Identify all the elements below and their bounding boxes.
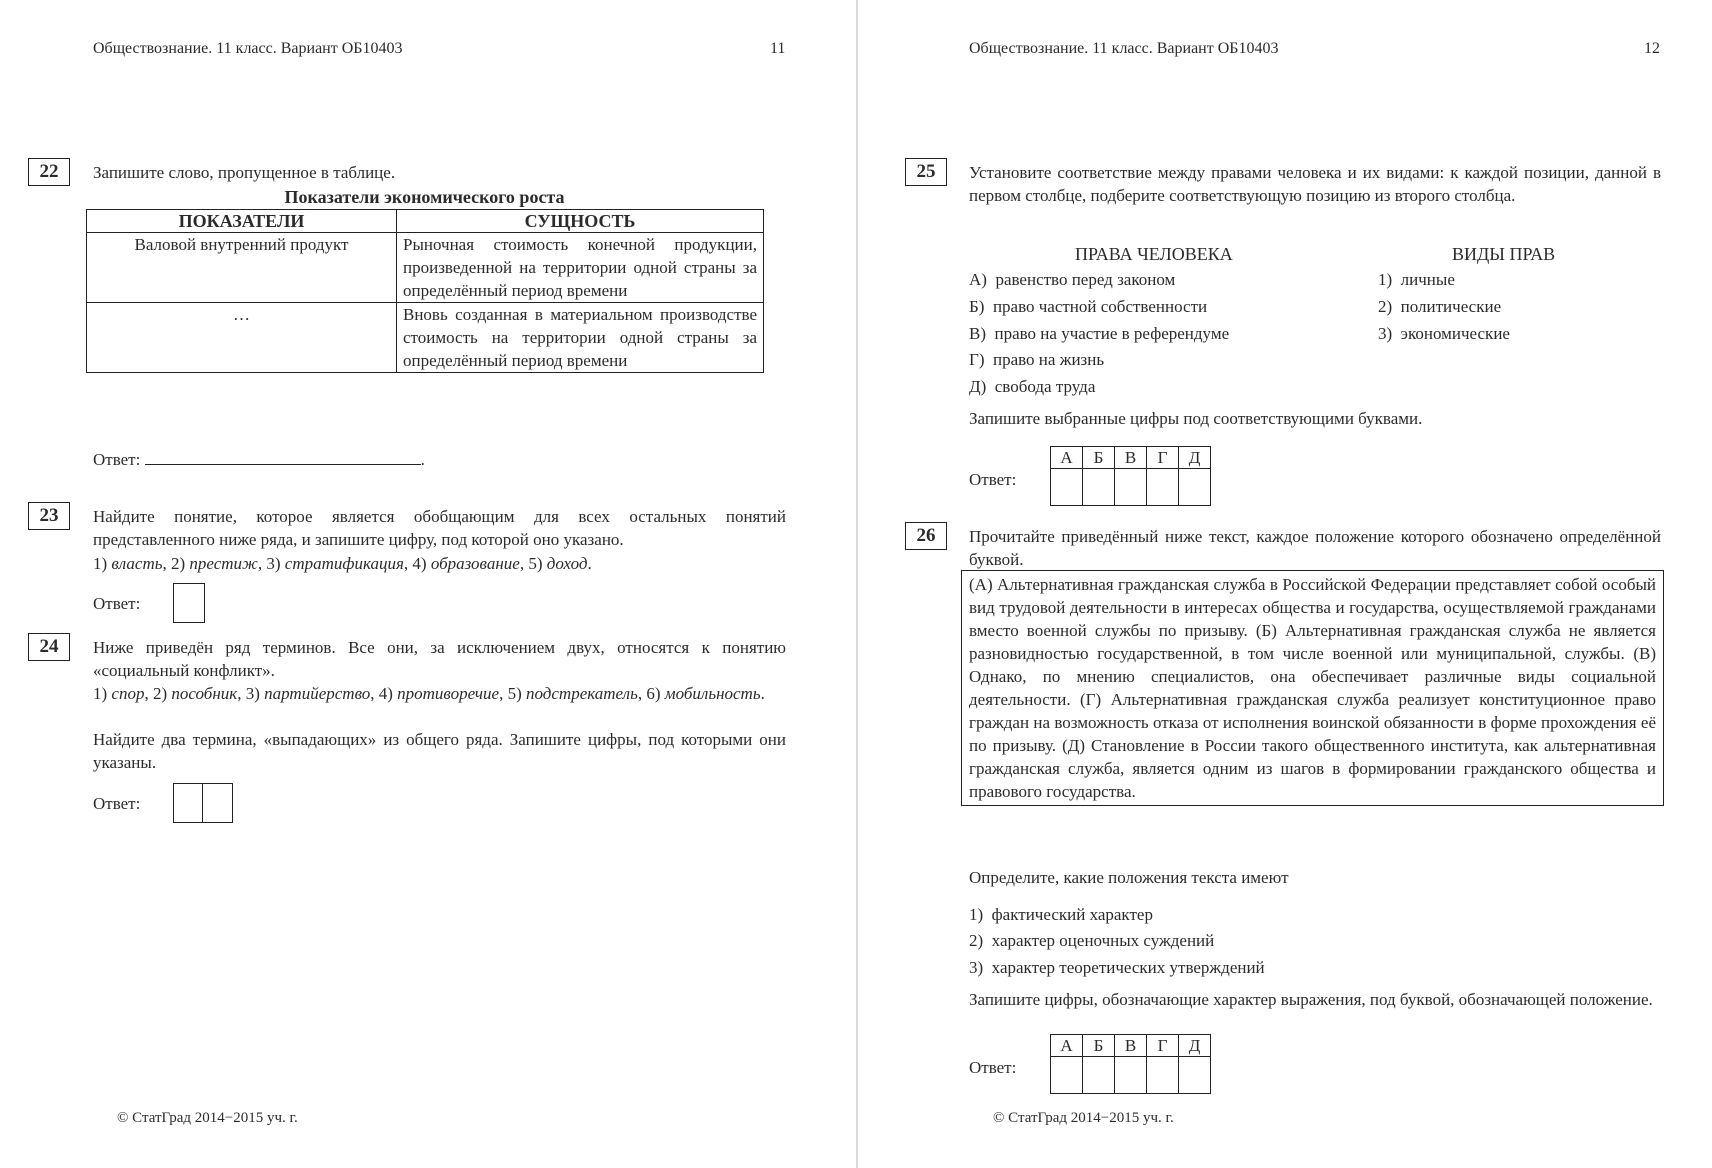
footer-copyright: © СтатГрад 2014−2015 уч. г. bbox=[117, 1110, 298, 1126]
answer-cell[interactable] bbox=[1147, 1057, 1179, 1094]
answer-label: Ответ: bbox=[93, 450, 141, 469]
grid-letter: Г bbox=[1147, 447, 1179, 469]
question-number-23: 23 bbox=[28, 502, 70, 530]
list-item: подстрекатель bbox=[526, 684, 638, 703]
grid-letter: Д bbox=[1179, 447, 1211, 469]
grid-letter: А bbox=[1051, 447, 1083, 469]
list-item: престиж bbox=[189, 554, 258, 573]
option-item-1: 1) фактический характер bbox=[969, 905, 1153, 924]
q24-answer-box-1[interactable] bbox=[173, 783, 203, 823]
table-header-indicators: ПОКАЗАТЕЛИ bbox=[87, 210, 397, 233]
answer-period: . bbox=[420, 450, 425, 469]
grid-letter: Б bbox=[1083, 1035, 1115, 1057]
question-number-26: 26 bbox=[905, 522, 947, 550]
answer-cell[interactable] bbox=[1051, 1057, 1083, 1094]
table-row bbox=[87, 303, 764, 373]
question-number-24: 24 bbox=[28, 633, 70, 661]
right-page bbox=[860, 0, 1712, 1168]
q22-prompt: Запишите слово, пропущенное в таблице. bbox=[93, 163, 396, 182]
q25-answer-grid bbox=[1050, 446, 1211, 506]
q25-prompt: Установите соответствие между правами человека и их видами: к каждой позиции, данной в первом столбце, подберите соответствующую позицию из второго столбца. bbox=[969, 163, 1661, 205]
answer-cell[interactable] bbox=[1083, 469, 1115, 506]
q23-answer-label: Ответ: bbox=[93, 594, 141, 613]
question-number-22: 22 bbox=[28, 158, 70, 186]
header-title: Обществознание. 11 класс. Вариант ОБ10403 bbox=[969, 40, 1279, 57]
right-item-b: Б) право частной собственности bbox=[969, 297, 1208, 316]
list-item: партийерство bbox=[264, 684, 371, 703]
grid-letter: В bbox=[1115, 1035, 1147, 1057]
q24-task: Найдите два термина, «выпадающих» из общего ряда. Запишите цифры, под которыми они указаны. bbox=[93, 730, 786, 772]
q24-items: 1) спор, 2) пособник, 3) партийерство, 4) противоречие, 5) подстрекатель, 6) мобильность. bbox=[93, 684, 765, 703]
q22-table-title: Показатели экономического роста bbox=[284, 187, 565, 207]
q26-passage: (А) Альтернативная гражданская служба в Российской Федерации представляет собой особый вид трудовой деятельности в интересах общества и государства, осуществляемой гражданами вместо военной службы по призыву. (Б) Альтернативная гражданская служба не является разновидностью государственной, в том числе военной или муниципальной, службы. (В) Однако, по мнению специалистов, она обеспечивает различные виды социальной деятельности. (Г) Альтернативная гражданская служба реализует конституционное право граждан на возможность отказа от исполнения воинской обязанности в форме прохождения её по призыву. (Д) Становление в России такого общественного института, как альтернативная гражданская служба, является одним из шагов в формировании гражданского общества и правового государства. bbox=[961, 570, 1664, 806]
right-item-a: А) равенство перед законом bbox=[969, 270, 1176, 289]
q25-answer-label: Ответ: bbox=[969, 470, 1017, 489]
indicators-table bbox=[86, 209, 764, 373]
right-item-v: В) право на участие в референдуме bbox=[969, 324, 1230, 343]
q24-answer-label: Ответ: bbox=[93, 794, 141, 813]
list-item: противоречие bbox=[397, 684, 500, 703]
kind-item-1: 1) личные bbox=[1378, 270, 1455, 289]
q25-col2-title: ВИДЫ ПРАВ bbox=[1452, 244, 1556, 264]
q25-col1-title: ПРАВА ЧЕЛОВЕКА bbox=[1075, 244, 1233, 264]
right-item-d: Д) свобода труда bbox=[969, 377, 1096, 396]
table-header-essence: СУЩНОСТЬ bbox=[397, 210, 764, 233]
answer-cell[interactable] bbox=[1179, 1057, 1211, 1094]
footer-copyright: © СтатГрад 2014−2015 уч. г. bbox=[993, 1110, 1174, 1126]
q23-items: 1) власть, 2) престиж, 3) стратификация, 4) образование, 5) доход. bbox=[93, 554, 592, 573]
list-item: власть bbox=[111, 554, 163, 573]
grid-letter: А bbox=[1051, 1035, 1083, 1057]
grid-letter: Б bbox=[1083, 447, 1115, 469]
q22-answer bbox=[93, 446, 425, 471]
right-item-g: Г) право на жизнь bbox=[969, 350, 1105, 369]
question-number-25: 25 bbox=[905, 158, 947, 186]
q23-answer-box[interactable] bbox=[173, 583, 205, 623]
kind-item-2: 2) политические bbox=[1378, 297, 1502, 316]
answer-cell[interactable] bbox=[1115, 469, 1147, 506]
answer-line-input[interactable] bbox=[145, 446, 421, 465]
header-title: Обществознание. 11 класс. Вариант ОБ10403 bbox=[93, 40, 403, 57]
grid-letter: В bbox=[1115, 447, 1147, 469]
page-number: 11 bbox=[770, 40, 786, 57]
q26-answer-label: Ответ: bbox=[969, 1058, 1017, 1077]
essence-cell: Рыночная стоимость конечной продукции, произведенной на территории одной страны за определённый период времени bbox=[397, 233, 764, 303]
q23-prompt: Найдите понятие, которое является обобщающим для всех остальных понятий представленного ниже ряда, и запишите цифру, под которой оно указано. bbox=[93, 507, 786, 549]
kind-item-3: 3) экономические bbox=[1378, 324, 1510, 343]
q25-instruction: Запишите выбранные цифры под соответствующими буквами. bbox=[969, 409, 1423, 428]
grid-letter: Д bbox=[1179, 1035, 1211, 1057]
indicator-cell-missing: … bbox=[87, 303, 397, 373]
table-row bbox=[87, 233, 764, 303]
list-item: стратификация bbox=[284, 554, 404, 573]
page-number: 12 bbox=[1644, 40, 1660, 57]
list-item: пособник bbox=[171, 684, 238, 703]
answer-cell[interactable] bbox=[1179, 469, 1211, 506]
list-item: доход bbox=[546, 554, 588, 573]
indicator-cell: Валовой внутренний продукт bbox=[87, 233, 397, 303]
q24-prompt: Ниже приведён ряд терминов. Все они, за исключением двух, относятся к понятию «социальный конфликт». bbox=[93, 638, 786, 680]
answer-cell[interactable] bbox=[1083, 1057, 1115, 1094]
list-item: спор bbox=[111, 684, 145, 703]
q26-question: Определите, какие положения текста имеют bbox=[969, 868, 1289, 887]
q26-prompt: Прочитайте приведённый ниже текст, каждое положение которого обозначено определённой буквой. bbox=[969, 527, 1661, 569]
list-item: образование bbox=[430, 554, 520, 573]
answer-cell[interactable] bbox=[1147, 469, 1179, 506]
q24-answer-box-2[interactable] bbox=[202, 783, 233, 823]
q26-answer-grid bbox=[1050, 1034, 1211, 1094]
list-item: мобильность bbox=[664, 684, 761, 703]
grid-letter: Г bbox=[1147, 1035, 1179, 1057]
answer-cell[interactable] bbox=[1051, 469, 1083, 506]
page-divider bbox=[856, 0, 858, 1168]
q26-instruction: Запишите цифры, обозначающие характер выражения, под буквой, обозначающей положение. bbox=[969, 990, 1653, 1009]
option-item-2: 2) характер оценочных суждений bbox=[969, 931, 1215, 950]
option-item-3: 3) характер теоретических утверждений bbox=[969, 958, 1265, 977]
essence-cell: Вновь созданная в материальном производстве стоимость на территории одной страны за определённый период времени bbox=[397, 303, 764, 373]
answer-cell[interactable] bbox=[1115, 1057, 1147, 1094]
